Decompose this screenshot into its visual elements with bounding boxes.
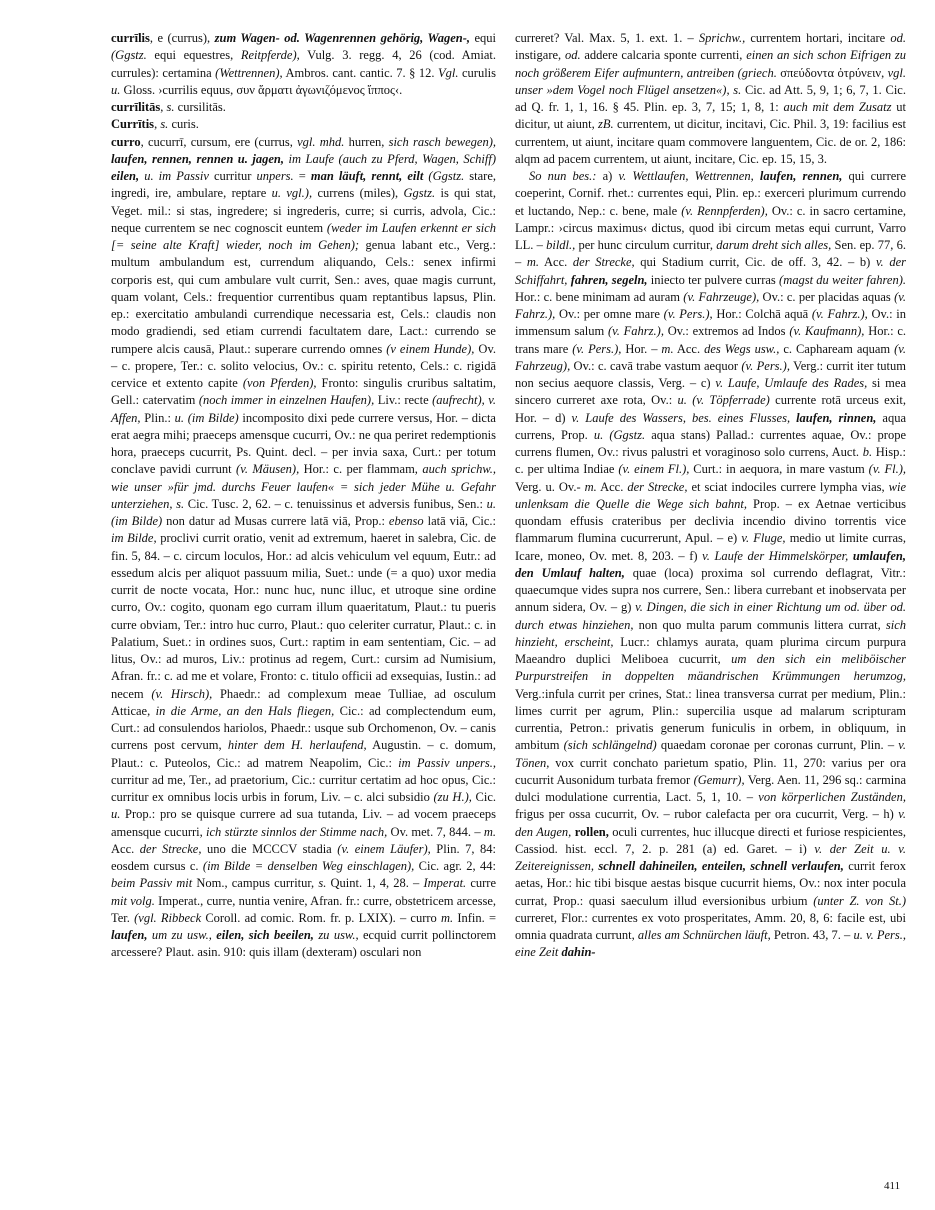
entry-curro: curro, cucurrī, cursum, ere (currus, vgl. mhd. hurren, sich rasch bewegen), laufen, rennen, rennen u. jagen, im Laufe (auch zu Pferd, Wagen, Schiff) eilen, u. im Passiv curritur unpers. = man läuft, rennt, eilt (Ggstz. stare, ingredi, ire, ambulare, reptare u. vgl.), currens (miles), Ggstz. is qui stat, Veget. mil.: si stas, ingredere; si ingrederis, curre; si curris, advola, Cic.: neque currentem se nec cognoscit euntem (weder im Laufen erkennt er sich [= seine alte Kraft] wieder, noch im Gehen); genua labant etc., Verg.: multum ambulandum est, currendum aliquando, Cels.: senex infirmi corporis est, qui cum ambulare vult currit, Sen.: aves, quae magis currunt, quam volant, Cels.: frequentior currentibus quam reptantibus lapsus, Plin. ep.: exercitatio ambulandi currendique necessaria est, Cels.: claudis non modo gradiendi, sed etiam currendi facultatem dare, Lact.: currendo se rumpere alcis causā, Plaut.: superare currendo omnes (v einem Hunde), Ov. – c. propere, Ter.: c. solito velocius, Ov.: c. spiritu retento, Cels.: c. rigidā cervice et extento capite (von Pferden), Fronto: singulis cruribus saltatim, Gell.: catervatim (noch immer in einzelnen Haufen), Liv.: recte (aufrecht), v. Affen, Plin.: u. (im Bilde) incomposito dixi pede currere versus, Hor. – dicta erat aegra mihi; praeceps amensque cucurri, Ov.: ne qua periret redemptionis hora, praeceps cucurrit, Ps. Quint. decl. – per invia saxa, Curt.: per totum conclave pavidi currunt (v. Mäusen), Hor.: c. per flammam, auch sprichw., wie unser »für jmd. durchs Feuer laufen« = sich jeder Mühe u. Gefahr unterziehen, s. Cic. Tusc. 2, 62. – c. tenuissinus et adversis funibus, Sen.: u. (im Bilde) non datur ad Musas currere latā viā, Prop.: ebenso latā viā, Cic.: im Bilde, proclivi currit oratio, venit ad extremum, haeret in salebra, Cic. de fin. 5, 84. – c. circum loculos, Hor.: ad alcis vehiculum vel equum, Eutr.: ad essedum alcis per aliquot passuum milia, Suet.: unde (= a quo) uxor media currit de nocte vocata, Hor.: nunc huc, nunc illuc, et utroque sine ordine curro, Ov.: cogito, quonam ego curram illum quaeritatum, Plaut.: tu pueris curre obviam, Ter.: intro huc curro, Plaut.: quo celeriter curratur, Plaut.: c. in Palatium, Suet.: in ordines suos, Curt.: raptim in eam sententiam, Cic. – ad litus, Ov.: ad muros, Liv.: protinus ad regem, Curt.: cursim ad Numisium, Afran. fr.: c. ad me et volare, Fronto: c. titulo officii ad exsequias, Iustin.: ad necem (v. Hirsch), Phaedr.: ad complexum meae Tulliae, ad osculum Atticae, in die Arme, an den Hals fliegen, Cic.: ad complectendum eum, Curt.: ad consulendos hariolos, Phaedr.: usque sub Orchomenon, Ov. – canis currens post cervum, hinter dem H. herlaufend, Augustin. – c. domum, Plaut.: c. Puteolos, Cic.: ad matrem Neapolim, Cic.: im Passiv unpers., curritur ad me, Ter., ad praetorium, Cic.: curritur certatim ad hoc opus, Cic.: curritur ex omnibus locis urbis in forum, Liv. – c. alci subsidio (zu H.), Cic. u. Prop.: pro se quisque currere ad sua tutanda, Liv. – ad vocem praeceps amensque cucurri, ich stürzte sinnlos der Stimme nach, Ov. met. 7, 844. – m. Acc. der Strecke, uno die MCCCV stadia (v. einem Läufer), Plin. 7, 84: eosdem cursus c. (im Bilde = denselben Weg einschlagen), Cic. agr. 2, 44: beim Passiv mit Nom., campus curritur, s. Quint. 1, 4, 28. – Imperat. curre mit volg. Imperat., curre, nuntia venire, Afran. fr.: curre, obstetricem arcesse, Ter. (vgl. Ribbeck Coroll. ad comic. Rom. fr. p. LXIX). – curro m. Infin. = laufen, um zu usw., eilen, sich beeilen, zu usw., ecquid currit pollinctorem arcessere? Plaut. asin. 910: quis illam (dexteram) osculari non [111, 134, 497, 960]
left-column [111, 30, 496, 962]
entry-currilitas: currīlitās, s. cursilitās. [111, 100, 226, 114]
entry-curro-senses: So nun bes.: a) v. Wettlaufen, Wettrennen, laufen, rennen, qui currere coeperint, Cornif. rhet.: currentes equi, Plin. ep.: exerceri plurimum currendo et luctando, Nep.: c. bene, male (v. Rennpferden), Ov.: c. in sacro certamine, Lampr.: ›circus maximus‹ dictus, quod ibi circum metas equi currunt, Varro LL. – bildl., per hunc circulum curritur, darum dreht sich alles, Sen. ep. 77, 6. – m. Acc. der Strecke, qui Stadium currit, Cic. de off. 3, 42. – b) v. der Schiffahrt, fahren, segeln, iniecto ter pulvere curras (magst du weiter fahren). Hor.: c. bene minimam ad auram (v. Fahrzeuge), Ov.: c. per placidas aquas (v. Fahrz.), Ov.: per omne mare (v. Pers.), Hor.: Colchā aquā (v. Fahrz.), Ov.: in immensum salum (v. Fahrz.), Ov.: extremos ad Indos (v. Kaufmann), Hor.: c. trans mare (v. Pers.), Hor. – m. Acc. des Wegs usw., c. Caphaream aquam (v. Fahrzeug), Ov.: c. cavā trabe vastum aequor (v. Pers.), Verg.: currit iter tutum non secius aequore classis, Verg. – c) v. Laufe, Umlaufe des Rades, si mea sincero curreret axe rota, Ov.: u. (v. Töpferrade) currente rotā urceus exit, Hor. – d) v. Laufe des Wassers, bes. eines Flusses, laufen, rinnen, aqua currens, Prop. u. (Ggstz. aqua stans) Pallad.: currentes aquae, Ov.: prope currens flumen, Ov.: rivus palustri et voraginoso solo currens, Auct. b. Hisp.: c. per ultima Indiae (v. einem Fl.), Curt.: in aequora, in mare vastum (v. Fl.), Verg. u. Ov.- m. Acc. der Strecke, et sciat indociles currere lympha vias, wie unlenksam die Quelle die Wege sich bahnt, Prop. – ex Aetnae verticibus quondam effusis crateribus per declivia incendio divino torrentis vice flammarum flumina cucurrerunt, Apul. – e) v. Fluge, medio ut limite curras, Icare, moneo, Ov. met. 8, 203. – f) v. Laufe der Himmelskörper, umlaufen, den Umlauf halten, quae (loca) proxima sol currendo deflagrat, Vitr.: quaecumque vides supra nos currere, Sen.: libera currebant et inobservata per annum sidera, Ov. – g) v. Dingen, die sich in einer Richtung um od. über od. durch etwas hinziehen, non quo multa parum communis littera currat, sich hinzieht, erscheint, Lucr.: chlamys aurata, quam plurima circum purpura Maeandro duplici Meliboea cucurrit, um den sich ein meliböischer Purpurstreifen in doppelten mäandrischen Krümmungen herumzog, Verg.:infula currit per crines, Stat.: linea transversa currat per medium, Plin.: limes currit per agrum, Plin.: supercilia usque ad malarum scripturam currentia, Petron.: privatis generum funiculis in orbem, in obliquum, in ambitum (sich schlängelnd) quaedam coronae per coronas currunt, Plin. – v. Tönen, vox currit conchato parietum spatio, Plin. 11, 270: varius per ora cucurrit Ausonidum turbata fremor (Gemurr), Verg. Aen. 11, 296 sq.: carmina dulci modulatione currentia, Lact. 5, 1, 10. – von körperlichen Zuständen, frigus per ossa cucurrit, Ov. – rubor calefacta per ora cucurrit, Verg. – h) v. den Augen, rollen, oculi currentes, huc illucque directi et furiose respicientes, Cassiod. hist. eccl. 7, 2. p. 281 (a) ed. Garet. – i) v. der Zeit u. v. Zeitereignissen, schnell dahineilen, enteilen, schnell verlaufen, currit ferox aetas, Hor.: hic tibi bisque aestas bisque cucurrit hiems, Ov.: nox inter pocula currat, Prop.: quasi saeculum illud eversionibus urbium (unter Z. von St.) curreret, Flor.: currentes ex voto prosperitates, Amm. 20, 8, 6: facile est, ubi omnia quadrata currunt, alles am Schnürchen läuft, Petron. 43, 7. – u. v. Pers., eine Zeit dahin- [515, 169, 907, 960]
right-column [515, 30, 906, 962]
entry-curro-continued: curreret? Val. Max. 5, 1. ext. 1. – Sprichw., currentem hortari, incitare od. instigare, od. addere calcaria sponte currenti, einen an sich schon Eifrigen zu noch größerem Eifer aufmuntern, antreiben (griech. σπεύδοντα ὀτρύνειν, vgl. unser »dem Vogel noch Flügel ansetzen«), s. Cic. ad Att. 5, 9, 1; 6, 7, 1. Cic. ad Q. fr. 1, 1, 16. § 45. Plin. ep. 3, 7, 15; 1, 8, 1: auch mit dem Zusatz ut dicitur, ut aiunt, zB. currentem, ut dicitur, incitavi, Cic. Phil. 3, 19: facilius est currentem, ut aiunt, incitare quam commovere languentem, Cic. de or. 2, 186: alqm ad pacem currentem, ut aiunt, incitare, Cic. ep. 15, 15, 3. [515, 31, 907, 166]
entry-curritis: Currītis, s. curis. [111, 117, 199, 132]
page-number: 411 [884, 1180, 901, 1192]
entry-currilis: currīlis, e (currus), zum Wagen- od. Wagenrennen gehörig, Wagen-, equi (Ggstz. equi equestres, Reitpferde), Vulg. 3. regg. 4, 26 (cod. Amiat. currules): certamina (Wettrennen), Ambros. cant. cantic. 7. § 12. Vgl. curulis u. Gloss. ›currilis equus, συν ἅρματι ἀγωνιζόμενος ἵππος‹. [111, 31, 497, 97]
